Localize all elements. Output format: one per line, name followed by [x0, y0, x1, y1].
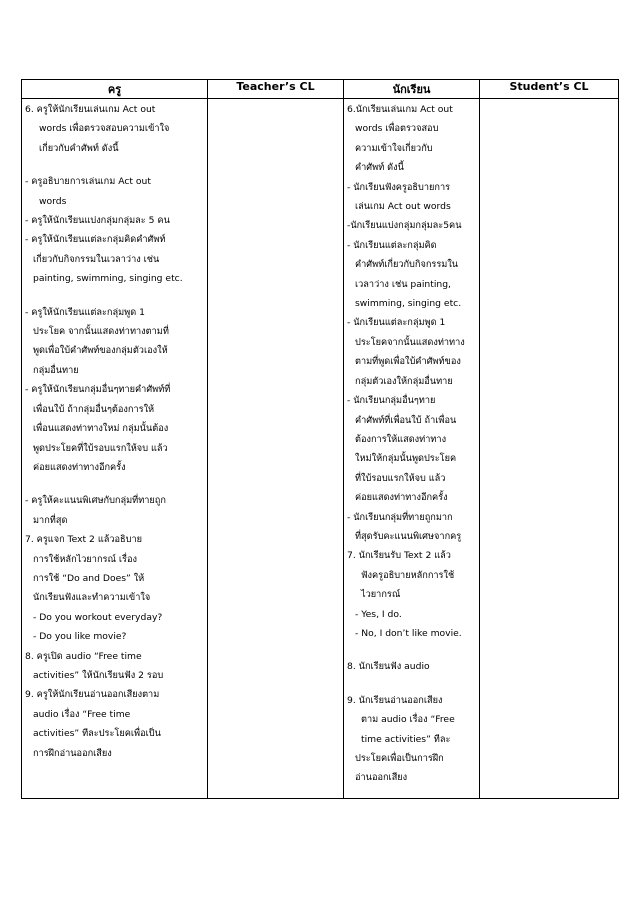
- teacher-activity-line: เพื่อนแสดงท่าทางใหม่ กลุ่มนั้นต้อง: [33, 423, 169, 435]
- teacher-activity-line: การฝึกอ่านออกเสียง: [33, 747, 112, 759]
- student-activity-line: - Yes, I do.: [355, 608, 402, 620]
- teacher-activity-line: words เพื่อตรวจสอบความเข้าใจ: [39, 123, 170, 135]
- student-activity-line: 7. นักเรียนรับ Text 2 แล้ว: [347, 550, 451, 562]
- teacher-activity-line: - ครูให้นักเรียนแบ่งกลุ่มกลุ่มละ 5 คน: [25, 215, 170, 227]
- teacher-activity-line: [25, 158, 204, 172]
- teacher-activity-line: activities” ให้นักเรียนฟัง 2 รอบ: [33, 669, 164, 681]
- student-activity-line: กลุ่มตัวเองให้กลุ่มอื่นทาย: [355, 375, 453, 387]
- student-activity-line: - นักเรียนแต่ละกลุ่มคิด: [347, 239, 437, 251]
- student-activity-line: คำศัพท์เกี่ยวกับกิจกรรมใน: [355, 259, 459, 271]
- teacher-activity-line: พูดประโยคที่ใบ้รอบแรกให้จบ แล้ว: [33, 442, 168, 454]
- header-teacher-cl: Teacher’s CL: [208, 80, 344, 99]
- teacher-activity-line: - Do you workout everyday?: [33, 611, 163, 623]
- student-activity-line: ประโยคเพื่อเป็นการฝึก: [355, 753, 444, 764]
- student-activity-line: ค่อยแสดงท่าทางอีกครั้ง: [355, 492, 448, 504]
- teacher-activity-line: painting, swimming, singing etc.: [33, 273, 183, 285]
- teacher-cl-cell: [208, 99, 344, 799]
- teacher-activity-line: เกี่ยวกับกิจกรรมในเวลาว่าง เช่น: [33, 253, 160, 265]
- student-activity-line: - No, I don’t like movie.: [355, 627, 462, 639]
- student-activity-line: - นักเรียนแต่ละกลุ่มพูด 1: [347, 317, 446, 329]
- header-student-cl: Student’s CL: [480, 80, 619, 99]
- student-activity-line: ความเข้าใจเกี่ยวกับ: [355, 142, 433, 154]
- student-activity-line: ใหม่ให้กลุ่มนั้นพูดประโยค: [355, 453, 457, 465]
- student-activity-line: คำศัพท์ที่เพื่อนใบ้ ถ้าเพื่อน: [355, 414, 457, 426]
- teacher-activity-line: ประโยค จากนั้นแสดงท่าทางตามที่: [33, 326, 169, 338]
- student-activity-line: อ่านออกเสียง: [355, 772, 408, 784]
- teacher-activity-line: กลุ่มอื่นทาย: [33, 364, 79, 376]
- teacher-activity-line: [25, 289, 204, 303]
- student-activity-line: time activities” ทีละ: [361, 733, 451, 745]
- teacher-activity-line: - ครูให้นักเรียนแต่ละกลุ่มพูด 1: [25, 306, 145, 318]
- student-activity-line: ตามที่พูดเพื่อใบ้คำศัพท์ของ: [355, 356, 461, 368]
- teacher-activity-line: มากที่สุด: [33, 514, 68, 526]
- student-activity-line: ที่สุดรับคะแนนพิเศษจากครู: [355, 530, 462, 542]
- lesson-plan-table: [21, 79, 619, 799]
- student-activity-line: words เพื่อตรวจสอบ: [355, 123, 439, 135]
- teacher-activity-line: 8. ครูเปิด audio “Free time: [25, 650, 142, 662]
- student-activity-line: 9. นักเรียนอ่านออกเสียง: [347, 694, 443, 706]
- teacher-activity-line: 9. ครูให้นักเรียนอ่านออกเสียงตาม: [25, 689, 160, 701]
- teacher-activity-line: audio เรื่อง “Free time: [33, 708, 131, 720]
- student-activity-line: คำศัพท์ ดังนี้: [355, 162, 404, 174]
- student-activity-line: [347, 677, 476, 691]
- teacher-activity-line: - ครูอธิบายการเล่นเกม Act out: [25, 176, 151, 188]
- teacher-activity-line: activities” ทีละประโยคเพื่อเป็น: [33, 728, 161, 740]
- student-activity-line: swimming, singing etc.: [355, 298, 462, 310]
- teacher-activity-line: words: [39, 195, 67, 207]
- student-activity-line: ที่ใบ้รอบแรกให้จบ แล้ว: [355, 472, 446, 484]
- header-student: นักเรียน: [344, 80, 480, 99]
- student-activities-cell: [344, 99, 480, 799]
- teacher-activity-line: ค่อยแสดงท่าทางอีกครั้ง: [33, 461, 126, 473]
- teacher-activity-line: พูดเพื่อใบ้คำศัพท์ของกลุ่มตัวเองให้: [33, 345, 168, 357]
- student-activity-line: -นักเรียนแบ่งกลุ่มกลุ่มละ5คน: [347, 220, 462, 232]
- table-header-row: [22, 80, 619, 99]
- teacher-activity-line: เพื่อนใบ้ ถ้ากลุ่มอื่นๆต้องการให้: [33, 403, 155, 415]
- teacher-activity-line: - Do you like movie?: [33, 631, 127, 643]
- student-activity-line: 6.นักเรียนเล่นเกม Act out: [347, 104, 453, 115]
- student-activity-line: - นักเรียนกลุ่มที่ทายถูกมาก: [347, 511, 453, 523]
- student-cl-cell: [480, 99, 619, 799]
- teacher-activity-line: - ครูให้นักเรียนกลุ่มอื่นๆทายคำศัพท์ที่: [25, 384, 171, 396]
- teacher-activity-line: การใช้หลักไวยากรณ์ เรื่อง: [33, 553, 137, 565]
- student-activity-line: ตาม audio เรื่อง “Free: [361, 714, 455, 726]
- teacher-activity-line: [25, 477, 204, 491]
- student-activity-line: [347, 643, 476, 657]
- student-activity-line: ประโยคจากนั้นแสดงท่าทาง: [355, 336, 465, 348]
- teacher-activity-line: - ครูให้คะแนนพิเศษกับกลุ่มที่ทายถูก: [25, 495, 166, 507]
- student-activity-line: - นักเรียนกลุ่มอื่นๆทาย: [347, 395, 436, 407]
- teacher-activity-line: - ครูให้นักเรียนแต่ละกลุ่มคิดคำศัพท์: [25, 234, 166, 246]
- student-activity-line: 8. นักเรียนฟัง audio: [347, 661, 430, 673]
- teacher-activity-line: นักเรียนฟังและทำความเข้าใจ: [33, 592, 151, 604]
- student-activity-line: ต้องการให้แสดงท่าทาง: [355, 433, 447, 445]
- student-activity-line: ไวยากรณ์: [361, 589, 401, 601]
- student-activity-line: เวลาว่าง เช่น painting,: [355, 278, 451, 290]
- header-teacher: ครู: [22, 80, 208, 99]
- student-activity-line: - นักเรียนฟังครูอธิบายการ: [347, 181, 451, 193]
- table-row: [22, 99, 619, 799]
- student-activity-line: เล่นเกม Act out words: [355, 201, 451, 213]
- teacher-activity-line: 7. ครูแจก Text 2 แล้วอธิบาย: [25, 534, 143, 546]
- teacher-activities-cell: [22, 99, 208, 799]
- student-activity-line: ฟังครูอธิบายหลักการใช้: [361, 569, 455, 581]
- teacher-activity-line: 6. ครูให้นักเรียนเล่นเกม Act out: [25, 104, 156, 115]
- teacher-activity-line: การใช้ “Do and Does” ให้: [33, 572, 145, 584]
- teacher-activity-line: เกี่ยวกับคำศัพท์ ดังนี้: [39, 142, 119, 154]
